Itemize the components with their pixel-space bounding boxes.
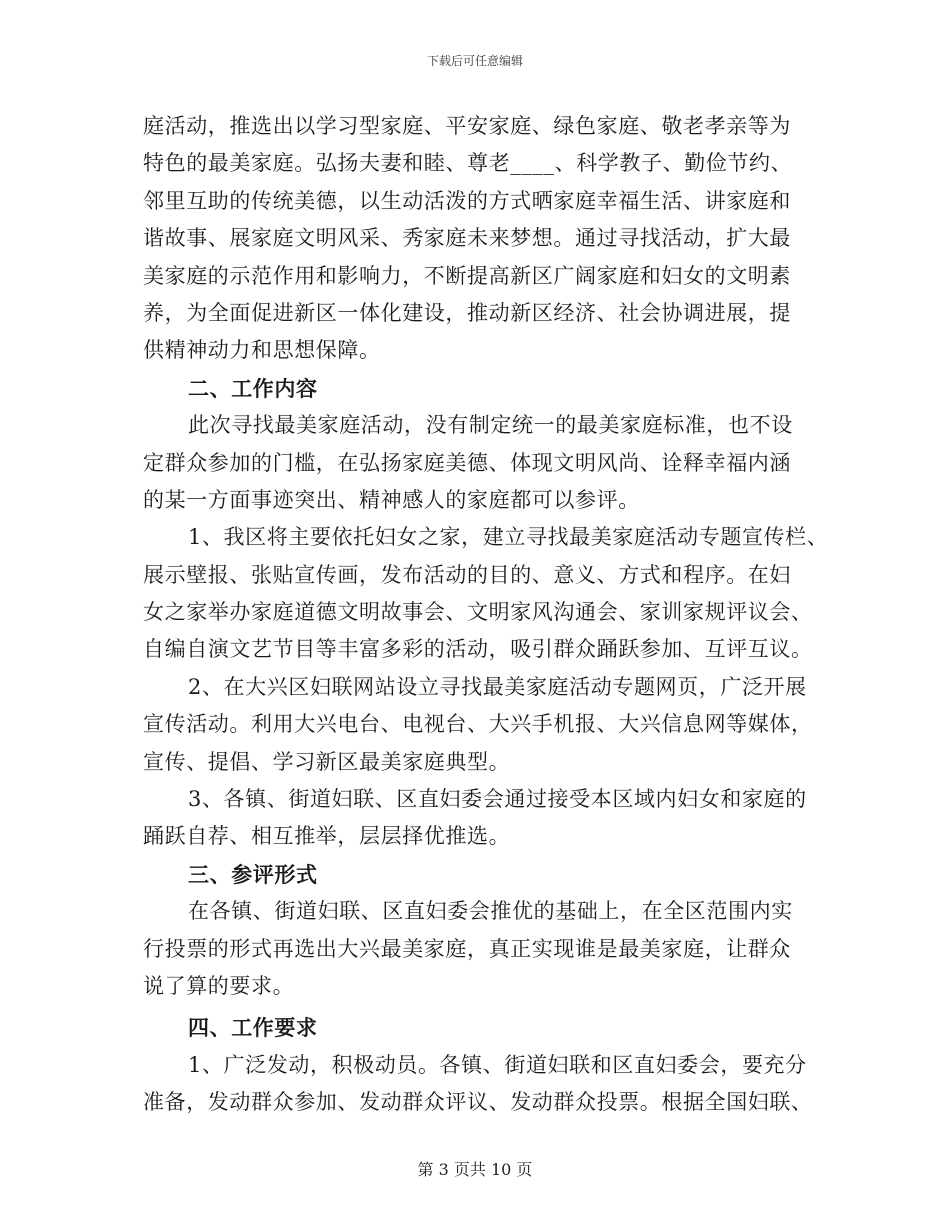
text-line: 供精神动力和思想保障。 [143, 338, 381, 363]
text-line: 的某一方面事迹突出、精神感人的家庭都可以参评。 [143, 487, 640, 512]
text-line: 邻里互助的传统美德，以生动活泼的方式晒家庭幸福生活、讲家庭和 [143, 188, 791, 213]
text-line: 美家庭的示范作用和影响力，不断提高新区广阔家庭和妇女的文明素 [143, 263, 791, 288]
text-line: 女之家举办家庭道德文明故事会、文明家风沟通会、家训家规评议会、 [143, 600, 813, 625]
text-line: 行投票的形式再选出大兴最美家庭，真正实现谁是最美家庭，让群众 [143, 936, 791, 961]
document-body [143, 108, 829, 1122]
section-heading: 四、工作要求 [188, 1015, 318, 1041]
text-line: 说了算的要求。 [143, 973, 295, 998]
text-line: 宣传活动。利用大兴电台、电视台、大兴手机报、大兴信息网等媒体， [143, 712, 813, 737]
text-line: 在各镇、街道妇联、区直妇委会推优的基础上，在全区范围内实 [188, 899, 793, 924]
text-line: 2、在大兴区妇联网站设立寻找最美家庭活动专题网页，广泛开展 [188, 674, 807, 699]
section-heading: 三、参评形式 [188, 861, 318, 887]
text-line: 准备，发动群众参加、发动群众评议、发动群众投票。根据全国妇联、 [143, 1090, 813, 1115]
text-line: 自编自演文艺节目等丰富多彩的活动，吸引群众踊跃参加、互评互议。 [143, 637, 813, 662]
text-line: 1、我区将主要依托妇女之家，建立寻找最美家庭活动专题宣传栏、 [188, 525, 829, 550]
text-line: 宣传、提倡、学习新区最美家庭典型。 [143, 749, 511, 774]
text-line: 特色的最美家庭。弘扬夫妻和睦、尊老____、科学教子、勤俭节约、 [143, 151, 793, 176]
text-line: 此次寻找最美家庭活动，没有制定统一的最美家庭标准，也不设 [188, 413, 793, 438]
text-line: 1、广泛发动，积极动员。各镇、街道妇联和区直妇委会，要充分 [188, 1052, 807, 1077]
text-line: 定群众参加的门槛，在弘扬家庭美德、体现文明风尚、诠释幸福内涵 [143, 450, 791, 475]
text-line: 展示壁报、张贴宣传画，发布活动的目的、意义、方式和程序。在妇 [143, 562, 791, 587]
text-line: 庭活动，推选出以学习型家庭、平安家庭、绿色家庭、敬老孝亲等为 [143, 114, 791, 138]
text-line: 养，为全面促进新区一体化建设，推动新区经济、社会协调进展，提 [143, 300, 791, 325]
text-line: 3、各镇、街道妇联、区直妇委会通过接受本区域内妇女和家庭的 [188, 787, 807, 812]
text-line: 谐故事、展家庭文明风采、秀家庭未来梦想。通过寻找活动，扩大最 [143, 226, 791, 251]
section-heading: 二、工作内容 [188, 375, 318, 401]
page-header: 下载后可任意编辑 [426, 54, 523, 68]
text-line: 踊跃自荐、相互推举，层层择优推选。 [143, 824, 511, 849]
page-footer: 第 3 页共 10 页 [417, 1160, 533, 1179]
